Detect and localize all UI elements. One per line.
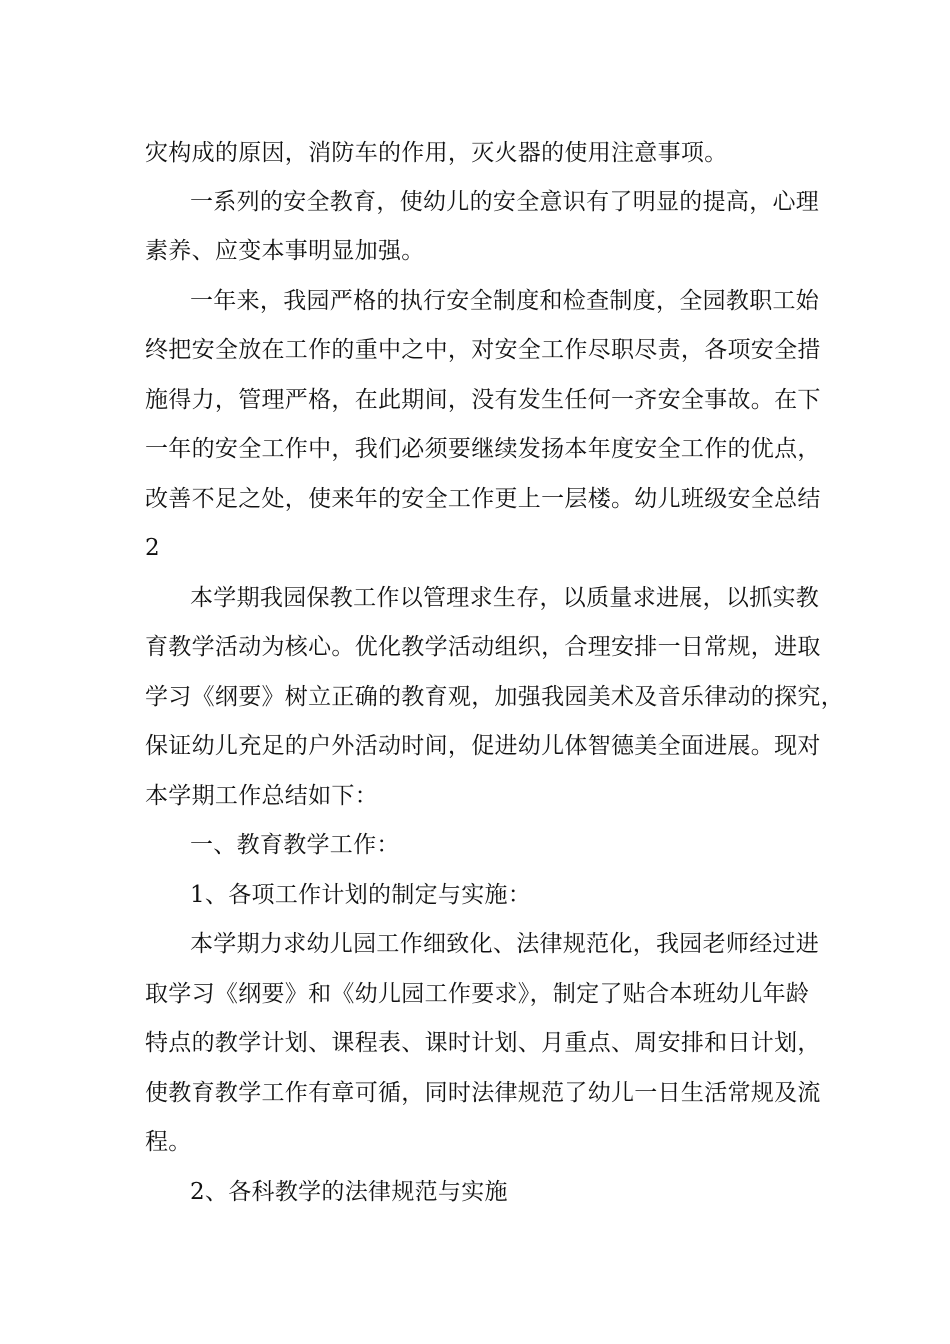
text-line: 一年来，我园严格的执行安全制度和检查制度，全园教职工始: [190, 288, 820, 314]
text-line: 本学期我园保教工作以管理求生存，以质量求进展，以抓实教: [190, 585, 820, 611]
text-line: 特点的教学计划、课程表、课时计划、月重点、周安排和日计划，: [145, 1030, 821, 1056]
section-heading: 一、教育教学工作：: [190, 832, 400, 858]
text-line: 保证幼儿充足的户外活动时间，促进幼儿体智德美全面进展。现对: [145, 733, 821, 759]
text-line: 取学习《纲要》和《幼儿园工作要求》，制定了贴合本班幼儿年龄: [145, 981, 810, 1007]
text-line: 一年的安全工作中，我们必须要继续发扬本年度安全工作的优点，: [145, 436, 821, 462]
text-line: 施得力，管理严格，在此期间，没有发生任何一齐安全事故。在下: [145, 387, 821, 413]
text-line: 程。: [145, 1129, 192, 1155]
text-line: 终把安全放在工作的重中之中，对安全工作尽职尽责，各项安全措: [145, 337, 821, 363]
text-line: 使教育教学工作有章可循，同时法律规范了幼儿一日生活常规及流: [145, 1080, 821, 1106]
text-line: 素养、应变本事明显加强。: [145, 238, 425, 264]
text-line: 一系列的安全教育，使幼儿的安全意识有了明显的提高，心理: [190, 189, 820, 215]
text-line: 2: [145, 535, 160, 561]
text-line: 本学期工作总结如下：: [145, 783, 378, 809]
text-line: 学习《纲要》树立正确的教育观，加强我园美术及音乐律动的探究，: [145, 684, 844, 710]
subsection-heading: 2、各科教学的法律规范与实施: [190, 1179, 508, 1205]
text-line: 改善不足之处，使来年的安全工作更上一层楼。幼儿班级安全总结: [145, 486, 821, 512]
text-line: 育教学活动为核心。优化教学活动组织，合理安排一日常规，进取: [145, 634, 821, 660]
text-line: 灾构成的原因，消防车的作用，灭火器的使用注意事项。: [145, 140, 728, 166]
text-line: 本学期力求幼儿园工作细致化、法律规范化，我园老师经过进: [190, 931, 820, 957]
subsection-heading: 1、各项工作计划的制定与实施：: [190, 882, 532, 908]
